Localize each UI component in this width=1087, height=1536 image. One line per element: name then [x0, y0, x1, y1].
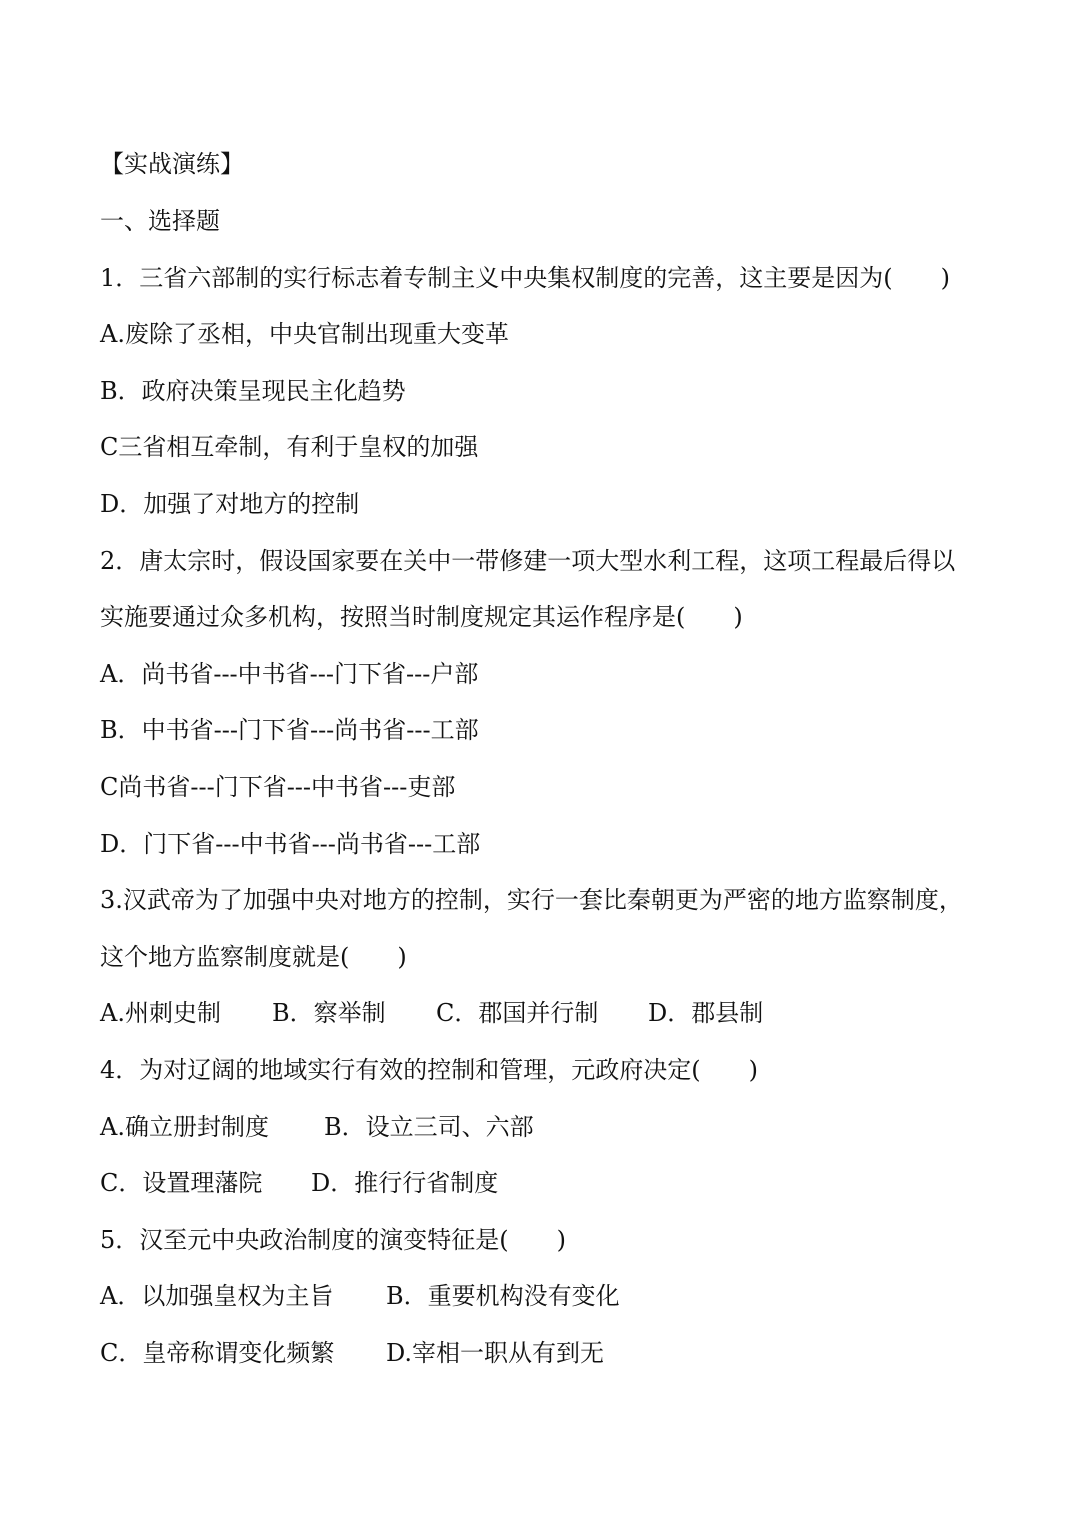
question-2-option-b: B．中书省---门下省---尚书省---工部	[100, 716, 479, 744]
question-2-stem-line-1: 2．唐太宗时，假设国家要在关中一带修建一项大型水利工程，这项工程最后得以	[100, 547, 956, 575]
question-1-option-b: B．政府决策呈现民主化趋势	[100, 377, 406, 405]
question-3-option-a: A.州刺史制	[100, 999, 221, 1027]
section-title: 一、选择题	[100, 207, 220, 235]
question-4-option-a: A.确立册封制度	[100, 1113, 269, 1141]
question-3-stem-line-2: 这个地方监察制度就是( )	[100, 943, 407, 971]
question-3-option-d: D．郡县制	[648, 999, 764, 1027]
question-3-option-c: C．郡国并行制	[436, 999, 599, 1027]
question-1-option-d: D．加强了对地方的控制	[100, 490, 360, 518]
question-4-stem: 4．为对辽阔的地域实行有效的控制和管理，元政府决定( )	[100, 1056, 758, 1084]
question-5-options-row-1	[100, 1280, 1000, 1312]
question-4-options-row-2	[100, 1167, 1000, 1199]
question-5-option-b: B．重要机构没有变化	[386, 1282, 620, 1310]
question-4-option-d: D．推行行省制度	[311, 1169, 499, 1197]
question-5-option-d: D.宰相一职从有到无	[386, 1339, 605, 1367]
question-5-option-c: C．皇帝称谓变化频繁	[100, 1339, 335, 1367]
question-3-options	[100, 997, 1000, 1029]
question-1-stem: 1．三省六部制的实行标志着专制主义中央集权制度的完善，这主要是因为( )	[100, 264, 950, 292]
question-2-option-c: C尚书省---门下省---中书省---吏部	[100, 773, 456, 801]
question-1-option-a: A.废除了丞相，中央官制出现重大变革	[100, 320, 509, 348]
question-4-options-row-1	[100, 1111, 1000, 1143]
question-5-options-row-2	[100, 1337, 1000, 1369]
question-5-option-a: A．以加强皇权为主旨	[100, 1282, 334, 1310]
question-5-stem: 5．汉至元中央政治制度的演变特征是( )	[100, 1226, 566, 1254]
question-4-option-b: B．设立三司、六部	[324, 1113, 534, 1141]
question-2-option-d: D．门下省---中书省---尚书省---工部	[100, 830, 481, 858]
question-3-option-b: B．察举制	[272, 999, 386, 1027]
question-3-stem-line-1: 3.汉武帝为了加强中央对地方的控制，实行一套比秦朝更为严密的地方监察制度，	[100, 886, 963, 914]
practice-heading: 【实战演练】	[100, 150, 244, 178]
question-2-option-a: A．尚书省---中书省---门下省---户部	[100, 660, 479, 688]
question-2-stem-line-2: 实施要通过众多机构，按照当时制度规定其运作程序是( )	[100, 603, 743, 631]
question-4-option-c: C．设置理藩院	[100, 1169, 263, 1197]
question-1-option-c: C三省相互牵制，有利于皇权的加强	[100, 433, 479, 461]
